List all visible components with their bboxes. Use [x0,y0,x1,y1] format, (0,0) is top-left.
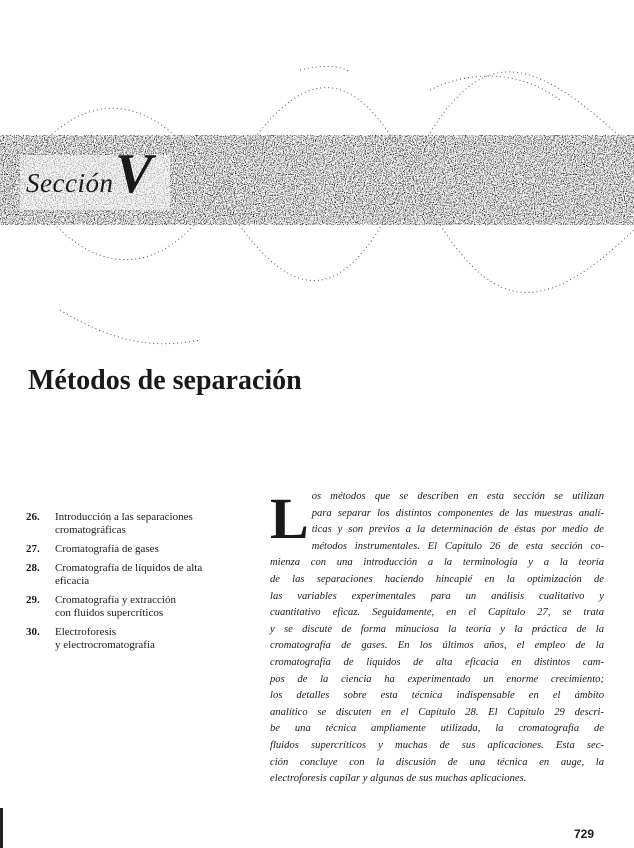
chapter-number: 29. [26,594,40,606]
section-numeral: V [115,143,153,205]
wave-curve [430,76,560,100]
intro-line: para separar los distintos componentes de las muestras analí- [311,507,604,519]
section-label: Sección [26,168,114,198]
intro-line: métodos instrumentales. El Capítulo 26 de esta sección co- [311,540,604,552]
intro-line: ción concluye con la discusión de una técnica en auge, la [270,756,604,768]
chapter-title: Cromatografía de líquidos de alta eficacia [55,562,203,587]
intro-line: de las separaciones haciendo hincapié en la optimización de [270,573,604,585]
chapter-list [26,511,246,658]
chapter-list-item [26,511,246,537]
chapter-number: 30. [26,626,40,638]
part-title: Métodos de separación [28,365,302,396]
intro-line: cromatografía de líquidos de alta eficacia en distintos cam- [270,656,604,668]
intro-line: electroforesis capilar y algunas de sus muchas aplicaciones. [270,773,527,785]
introduction-paragraph [270,486,604,788]
wave-curve [60,310,200,344]
intro-line: be una técnica ampliamente utilizada, la cromatografía de [270,723,604,735]
intro-line: fluidos supercríticos y muchas de sus aplicaciones. Esta sec- [270,739,604,751]
chapter-title: Introducción a las separaciones cromatográficas [55,511,193,536]
chapter-title: Cromatografía y extracción con fluidos supercríticos [55,594,176,619]
chapter-list-item [26,626,246,652]
chapter-list-item [26,562,246,588]
chapter-title: Electroforesis y electrocromatografía [55,626,155,651]
chapter-number: 28. [26,562,40,574]
chapter-list-item [26,594,246,620]
intro-line: los detalles sobre esta técnica indispensable en el ámbito [270,690,604,702]
page-number: 729 [574,827,595,841]
chapter-number: 27. [26,543,40,555]
wave-curve [300,66,350,72]
margin-mark [0,808,3,848]
drop-cap: L [270,486,309,551]
chapter-number: 26. [26,511,40,523]
chapter-list-item [26,543,246,556]
intro-line: las variables experimentales para un análisis cualitativo y [270,590,604,602]
section-banner-graphic [0,60,634,370]
chapter-title: Cromatografía de gases [55,543,159,555]
intro-line: mienza con una introducción a la terminología y a la teoría [270,557,604,569]
intro-line: pos de la ciencia ha experimentado un enorme crecimiento; [270,673,604,685]
intro-line: ticas y son previos a la determinación de éstas por medio de [311,524,604,536]
intro-line: cuantitativo eficaz. Seguidamente, en el Capítulo 27, se trata [270,607,604,619]
intro-line: os métodos que se describen en esta sección se utilizan [311,491,604,502]
intro-line: cromatografía de gases. En los últimos años, el empleo de la [270,640,604,652]
intro-line: y se discute de forma minuciosa la teoría y la práctica de la [270,623,604,635]
intro-line: analítico se discuten en el Capítulo 28. El Capítulo 29 descri- [270,706,604,718]
